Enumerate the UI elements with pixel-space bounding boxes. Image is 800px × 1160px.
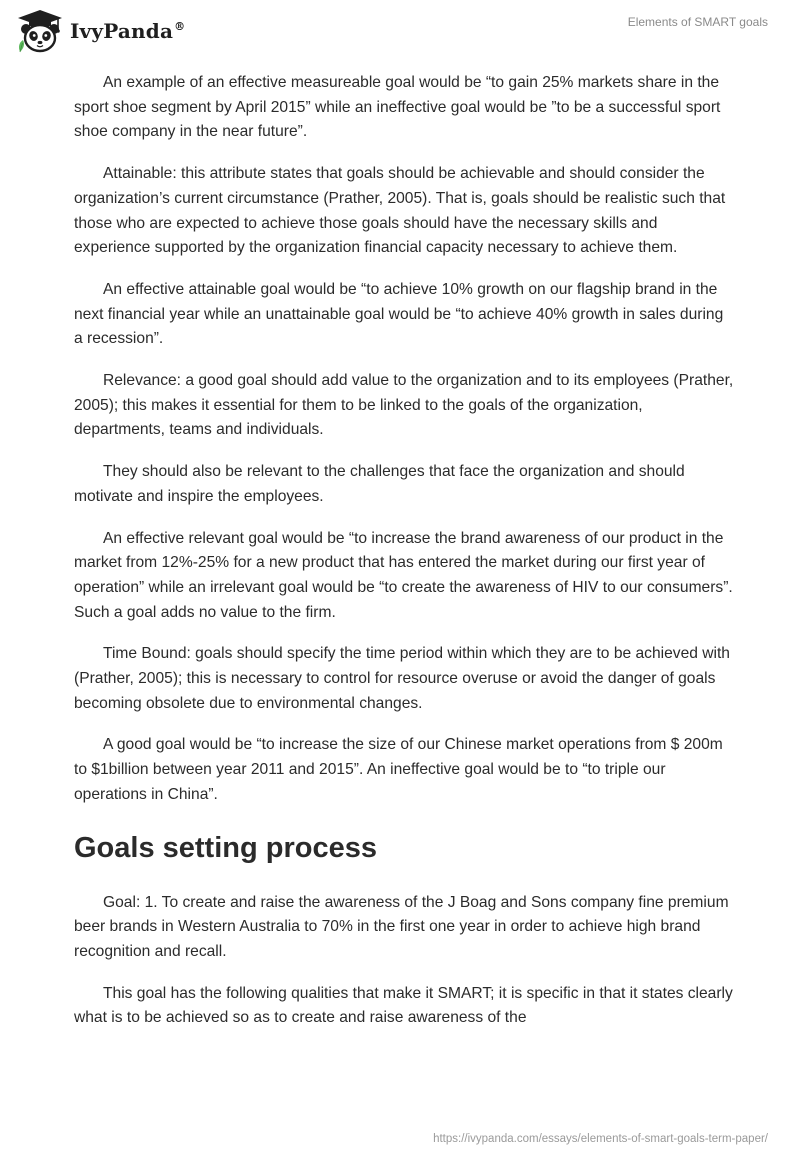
paragraph: An effective attainable goal would be “to achieve 10% growth on our flagship brand in the next financial year while an unattainable goal would be “to achieve 40% growth in sales during a recession”.: [74, 280, 724, 348]
source-url-link[interactable]: https://ivypanda.com/essays/elements-of-smart-goals-term-paper/: [433, 1133, 768, 1145]
ivypanda-logo[interactable]: [14, 8, 185, 54]
brand-name: IvyPanda: [70, 19, 174, 43]
paragraph: Relevance: a good goal should add value to the organization and to its employees (Prather, 2005); this makes it essential for them to be linked to the goals of the organization, departments, teams and individuals.: [74, 372, 734, 439]
paragraph: They should also be relevant to the challenges that face the organization and should motivate and inspire the employees.: [74, 463, 685, 505]
document-title: Elements of SMART goals: [627, 15, 768, 29]
paragraph: Attainable: this attribute states that goals should be achievable and should consider the organization’s current circumstance (Prather, 2005). That is, goals should be realistic such that those who are expected to achieve those goals should have the necessary skills and experience supported by the organization financial capacity necessary to achieve them.: [74, 165, 726, 257]
paragraph: Time Bound: goals should specify the time period within which they are to be achieved with (Prather, 2005); this is necessary to control for resource overuse or avoid the danger of goals becoming obsolete due to environmental changes.: [74, 645, 730, 712]
section-heading: Goals setting process: [74, 831, 377, 864]
paragraph: A good goal would be “to increase the size of our Chinese market operations from $ 200m to $1billion between year 2011 and 2015”. An ineffective goal would be to “to triple our operations in China”.: [74, 736, 723, 803]
essay-body: [74, 71, 734, 1048]
paragraph: An example of an effective measureable goal would be “to gain 25% markets share in the sport shoe segment by April 2015” while an ineffective goal would be ”to be a successful sport shoe company in the near future”.: [74, 74, 721, 141]
paragraph: Goal: 1. To create and raise the awareness of the J Boag and Sons company fine premium beer brands in Western Australia to 70% in the first one year in order to achieve high brand recognition and recall.: [74, 893, 729, 960]
paragraph: An effective relevant goal would be “to increase the brand awareness of our product in the market from 12%-25% for a new product that has entered the market during our first year of operation” while an irrelevant goal would be “to create the awareness of HIV to our consumers”. Such a goal adds no value to the firm.: [74, 529, 733, 621]
panda-graduate-icon: [14, 8, 66, 54]
registered-mark: ®: [174, 20, 186, 34]
paragraph: This goal has the following qualities that make it SMART; it is specific in that it states clearly what is to be achieved so as to create and raise awareness of the: [74, 984, 733, 1027]
page-header: [0, 0, 800, 60]
logo-text: [70, 19, 185, 43]
